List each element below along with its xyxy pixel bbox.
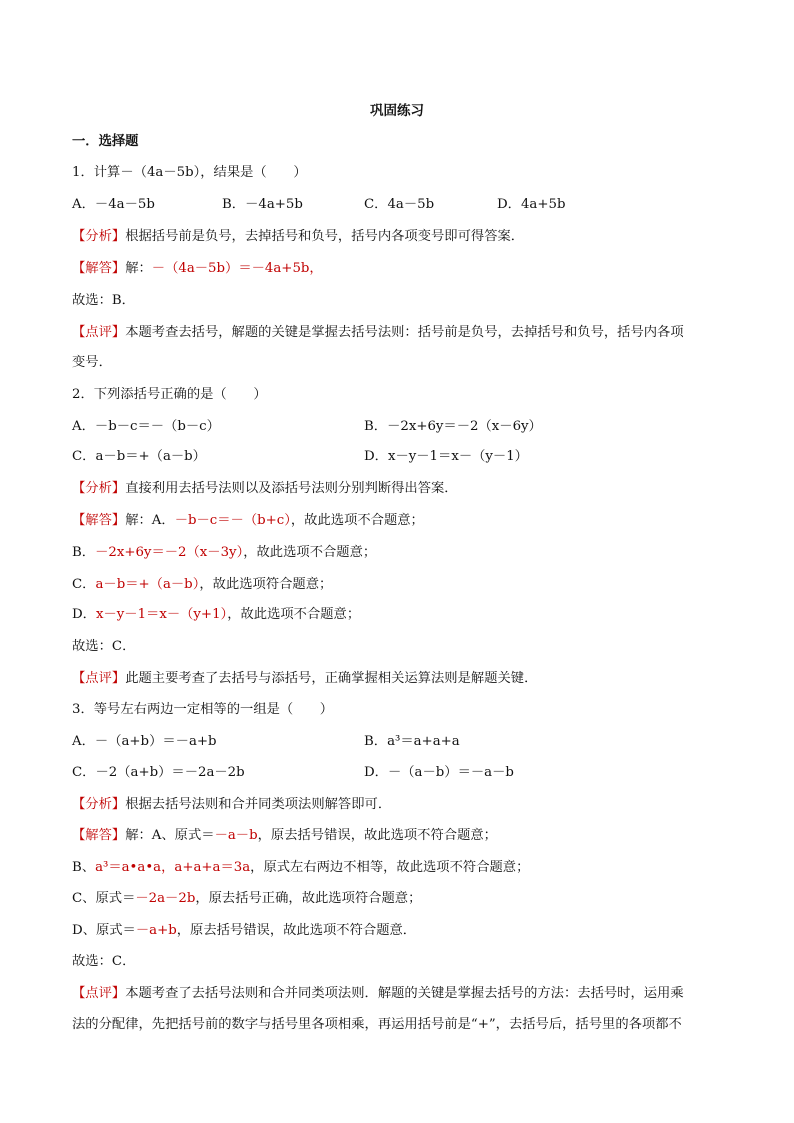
q1-comment-line1 <box>72 324 684 342</box>
q1-answer-prefix: 解： <box>125 261 152 276</box>
q3-stem: 3．等号左右两边一定相等的一组是（ ） <box>72 702 334 717</box>
q3-answer-prefix: 解：A、原式＝ <box>125 828 215 843</box>
q3-answer-d <box>72 922 416 940</box>
analysis-tag: 【分析】 <box>72 481 126 496</box>
q2-choice: 故选：C． <box>72 639 136 654</box>
comment-tag: 【点评】 <box>72 325 126 340</box>
q2-comment-text: 此题主要考查了去括号与添括号，正确掌握相关运算法则是解题关键． <box>125 671 538 686</box>
q2-answer-b-expression: －2x+6y＝－2（x－3y） <box>95 545 244 560</box>
answer-tag: 【解答】 <box>72 261 126 276</box>
q3-option-b: B．a³＝a+a+a <box>364 734 460 749</box>
q1-option-d: D．4a+5b <box>497 197 566 212</box>
answer-tag: 【解答】 <box>72 513 126 528</box>
q3-answer-a-tail: ，原去括号错误，故此选项不符合题意； <box>257 828 497 843</box>
q3-analysis-text: 根据去括号法则和合并同类项法则解答即可． <box>125 797 392 812</box>
q3-choice: 故选：C． <box>72 954 136 969</box>
q3-answer-c-prefix: C、原式＝ <box>72 891 136 906</box>
q2-answer-d-tail: ，故此选项不合题意； <box>227 607 361 622</box>
q3-option-c: C．－2（a+b）＝－2a－2b <box>72 765 245 780</box>
answer-tag: 【解答】 <box>72 828 126 843</box>
q3-answer-b-tail: ，原式左右两边不相等，故此选项不符合题意； <box>250 860 530 875</box>
q1-option-b: B．－4a+5b <box>222 197 303 212</box>
q2-option-c: C．a－b＝+（a－b） <box>72 449 206 464</box>
q2-answer-c-tail: ，故此选项符合题意； <box>199 577 333 592</box>
analysis-tag: 【分析】 <box>72 229 126 244</box>
q3-answer-b <box>72 859 529 877</box>
q3-analysis <box>72 796 391 814</box>
q3-answer-c <box>72 890 421 908</box>
q3-comment-line1 <box>72 985 684 1003</box>
q2-answer-c-expression: a－b＝+（a－b） <box>95 577 200 592</box>
q3-option-d: D．－（a－b）＝－a－b <box>364 765 514 780</box>
q2-answer-b <box>72 544 376 562</box>
analysis-tag: 【分析】 <box>72 797 126 812</box>
q2-answer-d-expression: x－y－1＝x－（y+1） <box>95 607 228 622</box>
q2-analysis <box>72 480 458 498</box>
q2-option-b: B．－2x+6y＝－2（x－6y） <box>364 419 542 434</box>
q3-option-a: A．－（a+b）＝－a+b <box>72 734 217 749</box>
q2-analysis-text: 直接利用去括号法则以及添括号法则分别判断得出答案． <box>125 481 458 496</box>
q1-comment-line2: 变号． <box>72 355 112 370</box>
q3-answer-c-expression: －2a－2b <box>135 891 196 906</box>
section-heading: 一．选择题 <box>72 134 139 149</box>
q1-answer-expression: －（4a－5b）＝－4a+5b， <box>151 261 323 276</box>
q1-answer <box>72 260 323 278</box>
q2-answer-d <box>72 606 360 624</box>
comment-tag: 【点评】 <box>72 986 126 1001</box>
q2-answer-c <box>72 576 332 594</box>
q3-answer-c-tail: ，原去括号正确，故此选项符合题意； <box>195 891 422 906</box>
q3-answer-a <box>72 827 497 845</box>
q2-option-a: A．－b－c＝－（b－c） <box>72 419 220 434</box>
q3-answer-a-expression: －a－b <box>214 828 258 843</box>
q1-choice: 故选：B． <box>72 293 135 308</box>
q1-stem: 1．计算－（4a－5b），结果是（ ） <box>72 165 307 180</box>
q2-stem: 2．下列添括号正确的是（ ） <box>72 387 267 402</box>
q2-answer-a <box>72 512 424 530</box>
comment-tag: 【点评】 <box>72 671 126 686</box>
q1-option-c: C．4a－5b <box>364 197 435 212</box>
q3-comment-line2: 法的分配律，先把括号前的数字与括号里各项相乘，再运用括号前是“+”，去括号后，括号里的各项都不 <box>72 1017 682 1032</box>
q2-option-d: D．x－y－1＝x－（y－1） <box>364 449 528 464</box>
q2-answer-d-prefix: D． <box>72 607 96 622</box>
q1-comment-text: 本题考查去括号，解题的关键是掌握去括号法则：括号前是负号，去掉括号和负号，括号内各项 <box>125 325 684 340</box>
q1-option-a: A．－4a－5b <box>72 197 155 212</box>
q1-analysis <box>72 228 524 246</box>
q3-answer-d-tail: ，原去括号错误，故此选项不符合题意． <box>176 923 417 938</box>
q3-answer-d-expression: －a+b <box>135 923 177 938</box>
q2-answer-b-tail: ，故此选项不合题意； <box>243 545 377 560</box>
q3-answer-d-prefix: D、原式＝ <box>72 923 136 938</box>
q2-answer-a-tail: ，故此选项不合题意； <box>290 513 424 528</box>
q2-answer-prefix: 解：A． <box>125 513 175 528</box>
q3-answer-b-expression: a³＝a•a•a，a+a+a＝3a <box>95 860 251 875</box>
q2-answer-c-prefix: C． <box>72 577 96 592</box>
q2-answer-b-prefix: B． <box>72 545 96 560</box>
q3-answer-b-prefix: B、 <box>72 860 96 875</box>
q3-comment-text: 本题考查了去括号法则和合并同类项法则．解题的关键是掌握去括号的方法：去括号时，运用乘 <box>125 986 684 1001</box>
q2-answer-a-expression: －b－c＝－（b+c） <box>174 513 291 528</box>
q1-analysis-text: 根据括号前是负号，去掉括号和负号，括号内各项变号即可得答案． <box>125 229 525 244</box>
page-title: 巩固练习 <box>370 103 424 119</box>
q2-comment <box>72 670 537 688</box>
